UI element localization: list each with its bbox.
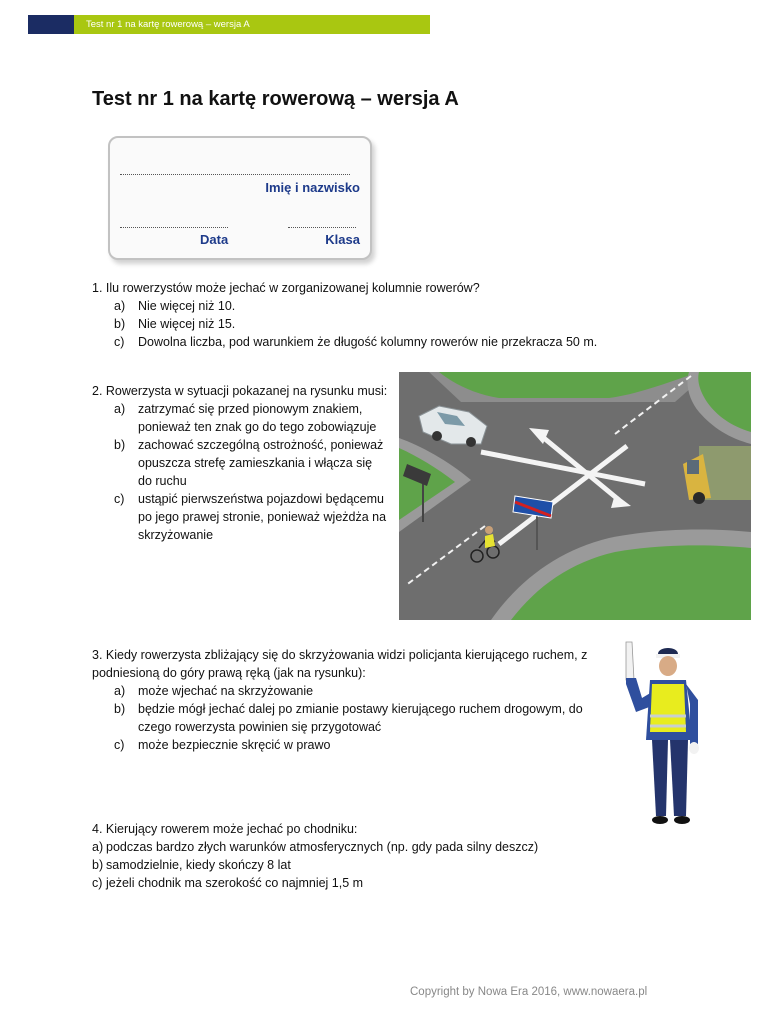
question-stem: 4. Kierujący rowerem może jechać po chodniku:	[92, 822, 358, 836]
option-text: może wjechać na skrzyżowanie	[138, 684, 314, 698]
option-letter: a)	[114, 402, 126, 416]
option-letter: c)	[114, 492, 125, 506]
header-bar	[28, 15, 430, 34]
class-label: Klasa	[325, 232, 360, 247]
copyright-footer: Copyright by Nowa Era 2016, www.nowaera.pl	[410, 986, 648, 998]
answer-option[interactable]	[92, 315, 652, 333]
page-title: Test nr 1 na kartę rowerową – wersja A	[92, 88, 459, 110]
option-letter: b)	[114, 438, 126, 452]
answer-option[interactable]	[92, 838, 652, 856]
option-text: będzie mógł jechać dalej po zmianie postawy kierującego ruchem drogowym, do czego rowerzysta powinien się przygotować	[138, 702, 583, 734]
option-letter: c)	[114, 738, 125, 752]
question-2	[92, 382, 388, 544]
answer-option[interactable]	[92, 682, 597, 700]
class-dotted-line	[288, 227, 356, 228]
option-text: zatrzymać się przed pionowym znakiem, ponieważ ten znak go do tego zobowiązuje	[138, 402, 377, 434]
answer-option[interactable]	[92, 700, 597, 736]
option-letter: a)	[114, 299, 126, 313]
option-letter: b)	[92, 858, 104, 872]
option-letter: b)	[114, 702, 126, 716]
option-letter: c)	[114, 335, 125, 349]
student-info-card	[108, 136, 372, 260]
question-1	[92, 279, 652, 351]
option-text: Nie więcej niż 10.	[138, 299, 236, 313]
option-letter: b)	[114, 317, 126, 331]
option-letter: a)	[92, 840, 104, 854]
date-dotted-line	[120, 227, 228, 228]
answer-option[interactable]	[92, 490, 388, 544]
option-text: może bezpiecznie skręcić w prawo	[138, 738, 331, 752]
option-text: jeżeli chodnik ma szerokość co najmniej 1,5 m	[106, 876, 364, 890]
answer-option[interactable]	[92, 736, 597, 754]
question-stem: 2. Rowerzysta w sytuacji pokazanej na rysunku musi:	[92, 384, 388, 398]
police-officer-illustration	[612, 640, 712, 824]
question-3	[92, 646, 597, 754]
option-text: podczas bardzo złych warunków atmosferycznych (np. gdy pada silny deszcz)	[106, 840, 539, 854]
police-officer-icon	[626, 642, 699, 824]
option-text: Dowolna liczba, pod warunkiem że długość kolumny rowerów nie przekracza 50 m.	[138, 335, 598, 349]
answer-option[interactable]	[92, 297, 652, 315]
option-text: Nie więcej niż 15.	[138, 317, 236, 331]
header-navy-block	[28, 15, 74, 34]
option-letter: c)	[92, 876, 103, 890]
name-label: Imię i nazwisko	[265, 180, 360, 195]
name-dotted-line	[120, 174, 350, 175]
answer-option[interactable]	[92, 436, 388, 490]
question-stem: 3. Kiedy rowerzysta zbliżający się do skrzyżowania widzi policjanta kierującego ruchem, z podniesioną do góry prawą ręką (jak na rysunku):	[92, 648, 588, 680]
header-title-strip: Test nr 1 na kartę rowerową – wersja A	[74, 15, 430, 34]
answer-option[interactable]	[92, 400, 388, 436]
answer-option[interactable]	[92, 856, 652, 874]
question-4	[92, 820, 652, 892]
answer-option[interactable]	[92, 333, 652, 351]
option-text: samodzielnie, kiedy skończy 8 lat	[106, 858, 291, 872]
option-text: ustąpić pierwszeństwa pojazdowi będącemu po jego prawej stronie, ponieważ wjeżdża na skrzyżowanie	[138, 492, 387, 542]
question-stem: 1. Ilu rowerzystów może jechać w zorganizowanej kolumnie rowerów?	[92, 281, 480, 295]
answer-option[interactable]	[92, 874, 652, 892]
intersection-illustration	[399, 372, 751, 620]
option-text: zachować szczególną ostrożność, ponieważ opuszcza strefę zamieszkania i włącza się do ruchu	[138, 438, 384, 488]
date-label: Data	[200, 232, 229, 247]
option-letter: a)	[114, 684, 126, 698]
